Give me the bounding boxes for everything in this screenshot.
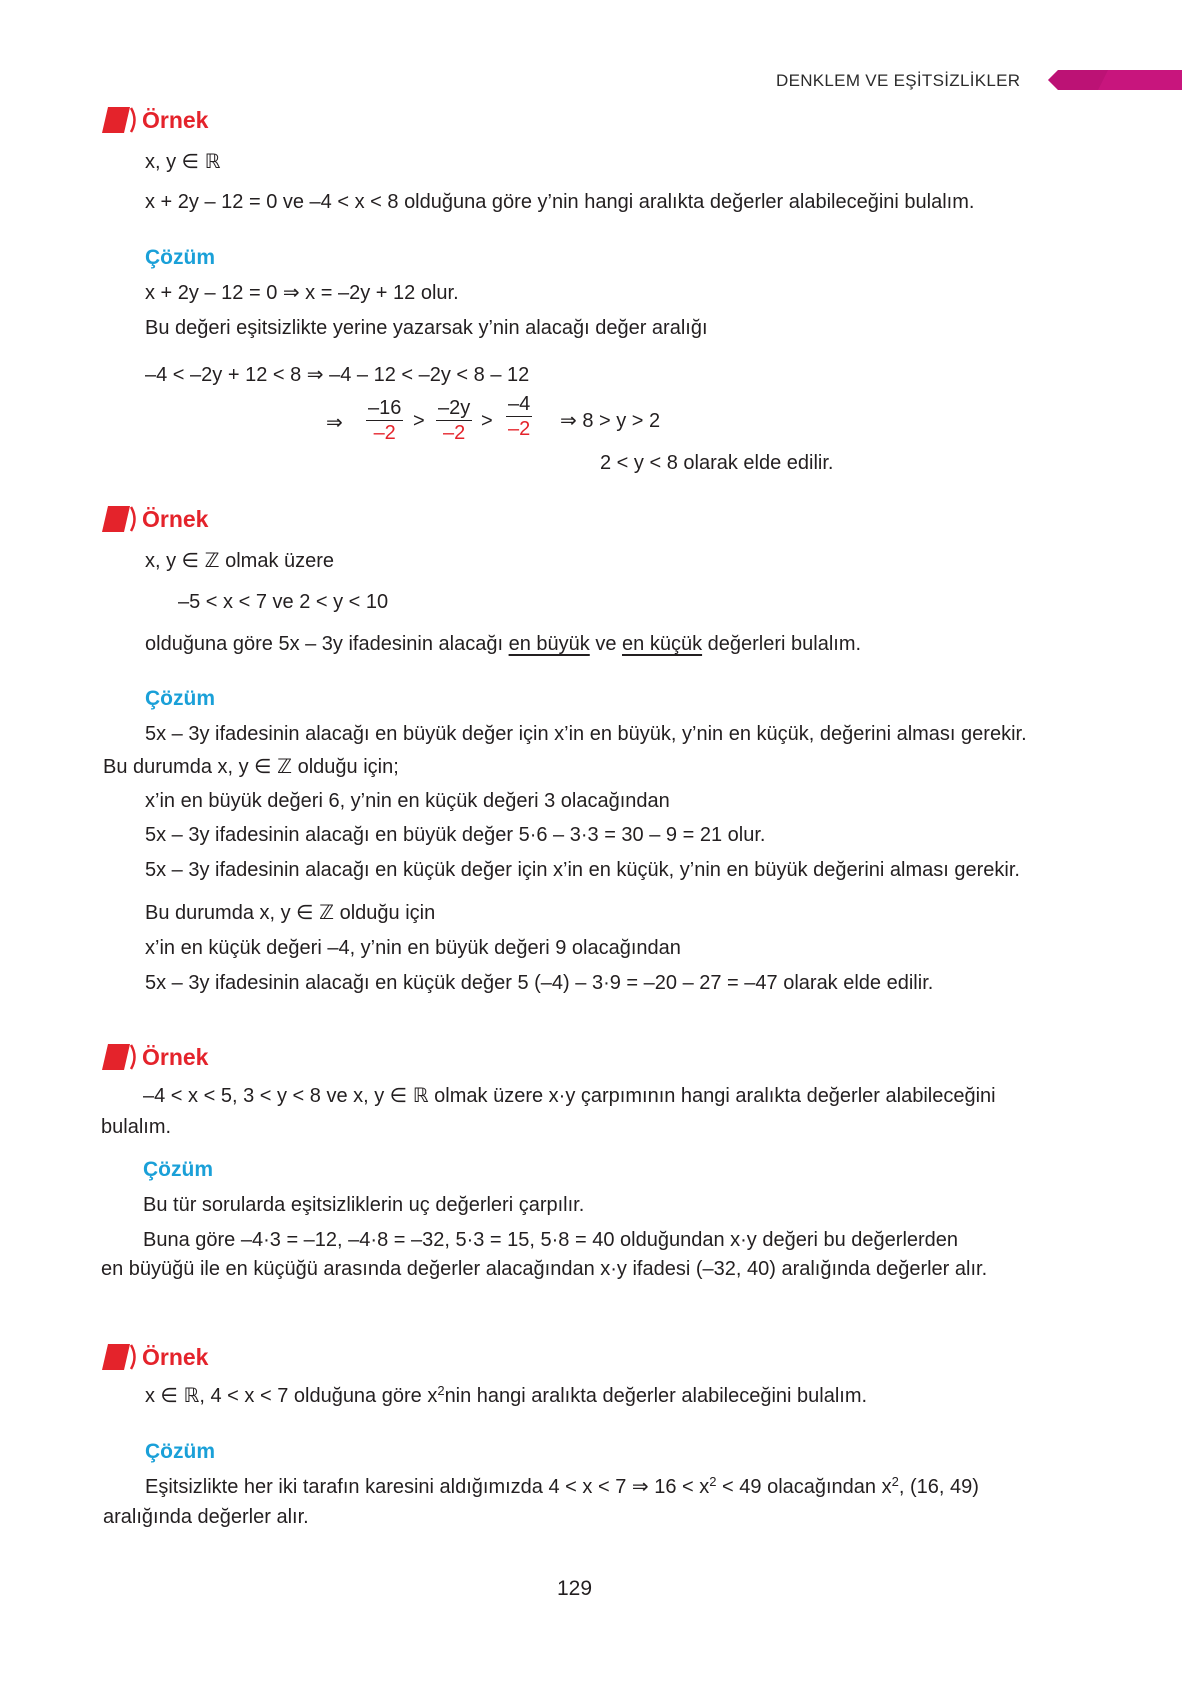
exponent: 2 <box>437 1383 445 1398</box>
example2-line6: Bu durumda x, y ∈ ℤ olduğu için <box>145 902 436 924</box>
example1-step4-result: ⇒ 8 > y > 2 <box>560 410 661 432</box>
example-heading <box>102 1343 208 1371</box>
example2-line1: 5x – 3y ifadesinin alacağı en büyük değer için x’in en büyük, y’nin en küçük, değerini alması gerekir. <box>145 723 1027 745</box>
example-heading <box>102 106 208 134</box>
example-heading <box>102 1043 208 1071</box>
example-label: Örnek <box>142 1343 209 1370</box>
example3-question-line2: bulalım. <box>101 1116 172 1138</box>
solution-label: Çözüm <box>145 246 215 269</box>
example4-question <box>145 1384 867 1408</box>
example1-step3: –4 < –2y + 12 < 8 ⇒ –4 – 12 < –2y < 8 – 12 <box>145 364 530 386</box>
exponent: 2 <box>891 1474 899 1489</box>
question-text: nin hangi aralıkta değerler alabileceğini bulalım. <box>444 1385 868 1407</box>
implies-symbol: ⇒ <box>326 412 343 434</box>
example-flag-icon <box>102 1043 138 1071</box>
example3-line1: Bu tür sorularda eşitsizliklerin uç değerleri çarpılır. <box>143 1194 585 1216</box>
example-flag-icon <box>102 505 138 533</box>
question-text: değerleri bulalım. <box>702 633 862 655</box>
example1-step1: x + 2y – 12 = 0 ⇒ x = –2y + 12 olur. <box>145 282 459 304</box>
question-text: x ∈ ℝ, 4 < x < 7 olduğuna göre x <box>145 1385 438 1407</box>
example4-line2: aralığında değerler alır. <box>103 1506 309 1528</box>
question-text: ve <box>589 633 623 655</box>
fraction-2-denominator: –2 <box>443 422 466 444</box>
fraction-1-numerator: –16 <box>368 397 402 419</box>
example2-line5: 5x – 3y ifadesinin alacağı en küçük değer için x’in en küçük, y’nin en büyük değerini alması gerekir. <box>145 859 1020 881</box>
fraction-3-denominator: –2 <box>508 418 531 440</box>
example4-line1 <box>145 1475 979 1499</box>
fraction-1-denominator: –2 <box>373 422 396 444</box>
solution-text: < 49 olacağından x <box>716 1476 892 1498</box>
example-flag-icon <box>102 106 138 134</box>
example2-line3: x’in en büyük değeri 6, y’nin en küçük değeri 3 olacağından <box>145 790 670 812</box>
fraction-2 <box>436 398 472 443</box>
solution-text: , (16, 49) <box>898 1476 979 1498</box>
question-text: olduğuna göre 5x – 3y ifadesinin alacağı <box>145 633 509 655</box>
example2-conditions: –5 < x < 7 ve 2 < y < 10 <box>178 591 389 613</box>
example2-line7: x’in en küçük değeri –4, y’nin en büyük değeri 9 olacağından <box>145 937 681 959</box>
chapter-tab-marker <box>1048 70 1182 90</box>
solution-label: Çözüm <box>145 687 215 710</box>
solution-text: Eşitsizlikte her iki tarafın karesini aldığımızda 4 < x < 7 ⇒ 16 < x <box>145 1476 710 1498</box>
greater-sign: > <box>413 410 425 432</box>
underlined-max: en büyük <box>508 633 590 655</box>
fraction-2-numerator: –2y <box>438 397 471 419</box>
solution-label: Çözüm <box>145 1440 215 1463</box>
page-number: 129 <box>557 1577 593 1600</box>
example-label: Örnek <box>142 1043 209 1070</box>
example2-question <box>145 632 861 656</box>
example1-question: x + 2y – 12 = 0 ve –4 < x < 8 olduğuna göre y’nin hangi aralıkta değerler alabileceğini bulalım. <box>145 191 975 213</box>
example3-line3: en büyüğü ile en küçüğü arasında değerler alacağından x·y ifadesi (–32, 40) aralığında değerler alır. <box>101 1258 988 1280</box>
fraction-3-numerator: –4 <box>508 393 531 415</box>
fraction-1 <box>366 398 403 443</box>
example3-line2: Buna göre –4·3 = –12, –4·8 = –32, 5·3 = 15, 5·8 = 40 olduğundan x·y değeri bu değerlerden <box>143 1229 959 1251</box>
exponent: 2 <box>709 1474 717 1489</box>
underlined-min: en küçük <box>622 633 703 655</box>
example2-line2: Bu durumda x, y ∈ ℤ olduğu için; <box>103 756 399 778</box>
example2-line4: 5x – 3y ifadesinin alacağı en büyük değer 5·6 – 3·3 = 30 – 9 = 21 olur. <box>145 824 766 846</box>
example2-line8: 5x – 3y ifadesinin alacağı en küçük değer 5 (–4) – 3·9 = –20 – 27 = –47 olarak elde edilir. <box>145 972 934 994</box>
example-label: Örnek <box>142 505 209 532</box>
example-flag-icon <box>102 1343 138 1371</box>
example1-result: 2 < y < 8 olarak elde edilir. <box>600 452 834 474</box>
chapter-title: DENKLEM VE EŞİTSİZLİKLER <box>776 71 1021 90</box>
solution-label: Çözüm <box>143 1158 213 1181</box>
example2-given: x, y ∈ ℤ olmak üzere <box>145 550 335 572</box>
example1-given: x, y ∈ ℝ <box>145 151 221 173</box>
example-heading <box>102 505 208 533</box>
example-label: Örnek <box>142 106 209 133</box>
example1-step2: Bu değeri eşitsizlikte yerine yazarsak y’nin alacağı değer aralığı <box>145 317 708 339</box>
fraction-3 <box>506 394 532 439</box>
greater-sign: > <box>481 410 493 432</box>
example3-question-line1: –4 < x < 5, 3 < y < 8 ve x, y ∈ ℝ olmak üzere x·y çarpımının hangi aralıkta değerler alabileceğini <box>143 1085 996 1107</box>
